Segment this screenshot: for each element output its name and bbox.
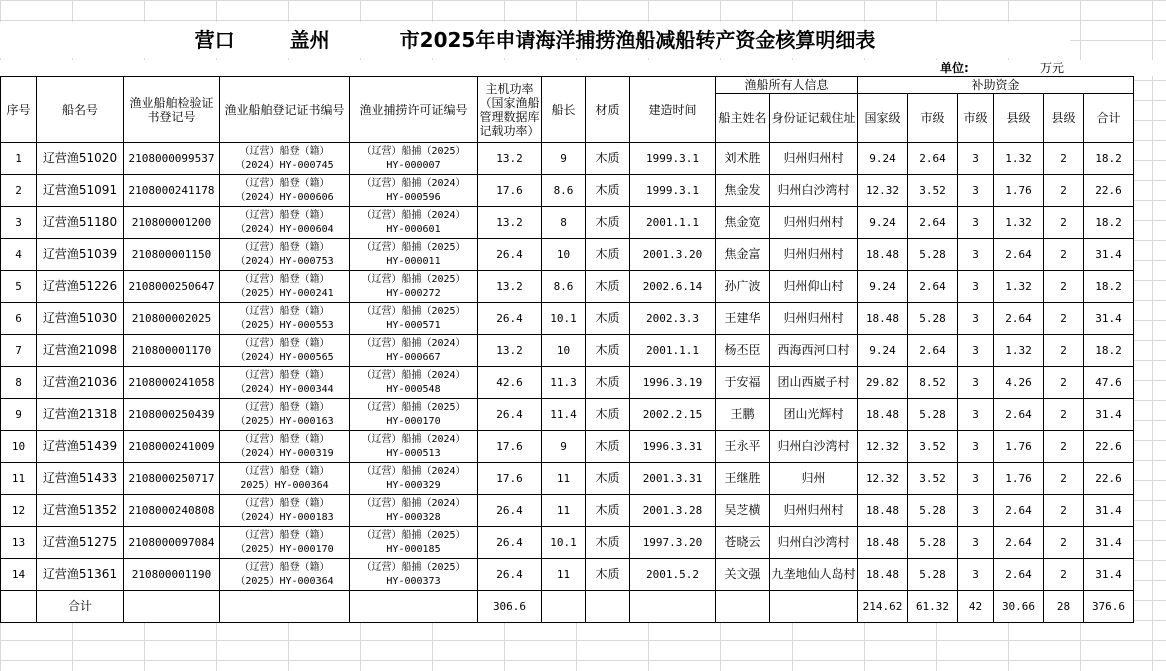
- cell-engine-power: 42.6: [478, 367, 542, 399]
- cell-owner-address: 归州白沙湾村: [770, 431, 858, 463]
- cell-length: 10.1: [542, 527, 586, 559]
- cell-registration-cert: （辽营）船登（籍） （2025）HY-000553: [220, 303, 350, 335]
- cell-national: 18.48: [858, 399, 908, 431]
- cell-material: 木质: [586, 175, 630, 207]
- cell-registration-cert: （辽营）船登（籍） 2025）HY-000364: [220, 463, 350, 495]
- cell-city-1: 8.52: [908, 367, 958, 399]
- cell-build-date: 2002.3.3: [630, 303, 716, 335]
- cell-registration-cert: （辽营）船登（籍） （2024）HY-000344: [220, 367, 350, 399]
- cell-national: 12.32: [858, 431, 908, 463]
- header-length: 船长: [542, 77, 586, 143]
- cell-material: 木质: [586, 271, 630, 303]
- totals-total: 376.6: [1084, 591, 1134, 623]
- totals-national: 214.62: [858, 591, 908, 623]
- cell-owner-address: 归州白沙湾村: [770, 527, 858, 559]
- cell-city-2: 3: [958, 463, 994, 495]
- cell-inspection-no: 2108000250647: [124, 271, 220, 303]
- cell-build-date: 1999.3.1: [630, 143, 716, 175]
- cell-ship-name: 辽营渔21318: [37, 399, 124, 431]
- cell-material: 木质: [586, 303, 630, 335]
- cell-owner-name: 焦金发: [716, 175, 770, 207]
- cell-inspection-no: 210800001170: [124, 335, 220, 367]
- table-row: [1, 143, 1134, 175]
- cell-fishing-permit: （辽营）船捕（2025） HY-000007: [350, 143, 478, 175]
- cell-ship-name: 辽营渔51433: [37, 463, 124, 495]
- header-inspection-no: 渔业船舶检验证书登记号: [124, 77, 220, 143]
- cell-inspection-no: 210800001190: [124, 559, 220, 591]
- cell-total: 18.2: [1084, 335, 1134, 367]
- cell-city-2: 3: [958, 399, 994, 431]
- cell-material: 木质: [586, 495, 630, 527]
- cell-national: 9.24: [858, 335, 908, 367]
- cell-city-1: 2.64: [908, 143, 958, 175]
- cell-build-date: 2002.2.15: [630, 399, 716, 431]
- totals-city-1: 61.32: [908, 591, 958, 623]
- cell-city-2: 3: [958, 367, 994, 399]
- cell-length: 11: [542, 495, 586, 527]
- cell-registration-cert: （辽营）船登（籍） （2024）HY-000745: [220, 143, 350, 175]
- cell-build-date: 2002.6.14: [630, 271, 716, 303]
- cell-ship-name: 辽营渔51352: [37, 495, 124, 527]
- cell-owner-address: 归州仰山村: [770, 271, 858, 303]
- cell-city-2: 3: [958, 559, 994, 591]
- cell-city-2: 3: [958, 271, 994, 303]
- cell-fishing-permit: （辽营）船捕（2024） HY-000667: [350, 335, 478, 367]
- cell-ship-name: 辽营渔51361: [37, 559, 124, 591]
- cell-length: 8.6: [542, 175, 586, 207]
- cell-city-1: 5.28: [908, 527, 958, 559]
- cell-ship-name: 辽营渔51039: [37, 239, 124, 271]
- header-owner-name: 船主姓名: [716, 94, 770, 143]
- cell-county-1: 2.64: [994, 399, 1044, 431]
- header-city-2: 市级: [958, 94, 994, 143]
- cell-county-1: 1.32: [994, 271, 1044, 303]
- cell-city-2: 3: [958, 143, 994, 175]
- cell-material: 木质: [586, 335, 630, 367]
- cell-owner-address: 九垄地仙人岛村: [770, 559, 858, 591]
- cell-length: 11.3: [542, 367, 586, 399]
- cell-total: 22.6: [1084, 463, 1134, 495]
- cell-build-date: 1997.3.20: [630, 527, 716, 559]
- cell-county-2: 2: [1044, 207, 1084, 239]
- totals-county-2: 28: [1044, 591, 1084, 623]
- cell-city-1: 5.28: [908, 399, 958, 431]
- cell-engine-power: 26.4: [478, 239, 542, 271]
- cell-owner-address: 归州白沙湾村: [770, 175, 858, 207]
- cell-county-1: 2.64: [994, 559, 1044, 591]
- cell-county-2: 2: [1044, 143, 1084, 175]
- cell-county-1: 1.76: [994, 175, 1044, 207]
- cell-owner-name: 焦金富: [716, 239, 770, 271]
- table-row: [1, 367, 1134, 399]
- cell-engine-power: 26.4: [478, 399, 542, 431]
- cell-length: 11: [542, 559, 586, 591]
- totals-city-2: 42: [958, 591, 994, 623]
- cell-registration-cert: （辽营）船登（籍） （2024）HY-000183: [220, 495, 350, 527]
- cell-build-date: 2001.3.31: [630, 463, 716, 495]
- cell-owner-name: 关文强: [716, 559, 770, 591]
- cell-inspection-no: 2108000097084: [124, 527, 220, 559]
- cell-county-2: 2: [1044, 431, 1084, 463]
- cell-material: 木质: [586, 399, 630, 431]
- cell-build-date: 1996.3.19: [630, 367, 716, 399]
- header-engine-power: 主机功率（国家渔船管理数据库记载功率）: [478, 77, 542, 143]
- cell-registration-cert: （辽营）船登（籍） （2024）HY-000753: [220, 239, 350, 271]
- cell-county-2: 2: [1044, 399, 1084, 431]
- cell-engine-power: 17.6: [478, 175, 542, 207]
- cell-length: 10: [542, 239, 586, 271]
- header-city-1: 市级: [908, 94, 958, 143]
- cell-seq: 9: [1, 399, 37, 431]
- cell-engine-power: 26.4: [478, 527, 542, 559]
- table-row: [1, 175, 1134, 207]
- cell-owner-address: 团山西崴子村: [770, 367, 858, 399]
- cell-length: 8.6: [542, 271, 586, 303]
- cell-fishing-permit: （辽营）船捕（2025） HY-000170: [350, 399, 478, 431]
- table-row: [1, 239, 1134, 271]
- cell-total: 31.4: [1084, 527, 1134, 559]
- table-row: [1, 271, 1134, 303]
- cell-material: 木质: [586, 431, 630, 463]
- cell-inspection-no: 2108000241178: [124, 175, 220, 207]
- header-subsidy-group: 补助资金: [858, 77, 1134, 94]
- cell-engine-power: 26.4: [478, 559, 542, 591]
- header-county-2: 县级: [1044, 94, 1084, 143]
- cell-length: 10: [542, 335, 586, 367]
- header-owner-address: 身份证记载住址: [770, 94, 858, 143]
- cell-length: 8: [542, 207, 586, 239]
- table-row: [1, 335, 1134, 367]
- cell-city-2: 3: [958, 431, 994, 463]
- cell-fishing-permit: （辽营）船捕（2025） HY-000011: [350, 239, 478, 271]
- cell-inspection-no: 2108000250439: [124, 399, 220, 431]
- cell-build-date: 2001.5.2: [630, 559, 716, 591]
- cell-county-2: 2: [1044, 175, 1084, 207]
- cell-county-1: 2.64: [994, 527, 1044, 559]
- table-row: [1, 207, 1134, 239]
- cell-engine-power: 26.4: [478, 303, 542, 335]
- cell-county-1: 1.32: [994, 143, 1044, 175]
- cell-fishing-permit: （辽营）船捕（2024） HY-000548: [350, 367, 478, 399]
- cell-material: 木质: [586, 559, 630, 591]
- cell-county-1: 2.64: [994, 495, 1044, 527]
- cell-build-date: 2001.3.20: [630, 239, 716, 271]
- cell-registration-cert: （辽营）船登（籍） （2025）HY-000163: [220, 399, 350, 431]
- cell-county-1: 4.26: [994, 367, 1044, 399]
- cell-national: 18.48: [858, 559, 908, 591]
- cell-county-2: 2: [1044, 367, 1084, 399]
- header-seq: 序号: [1, 77, 37, 143]
- table-row: [1, 559, 1134, 591]
- cell-fishing-permit: （辽营）船捕（2024） HY-000513: [350, 431, 478, 463]
- cell-seq: 7: [1, 335, 37, 367]
- cell-county-2: 2: [1044, 335, 1084, 367]
- cell-national: 18.48: [858, 239, 908, 271]
- cell-engine-power: 13.2: [478, 207, 542, 239]
- cell-county-1: 2.64: [994, 239, 1044, 271]
- cell-length: 10.1: [542, 303, 586, 335]
- header-owner-group: 渔船所有人信息: [716, 77, 858, 94]
- cell-owner-address: 西海西河口村: [770, 335, 858, 367]
- cell-ship-name: 辽营渔51180: [37, 207, 124, 239]
- cell-registration-cert: （辽营）船登（籍） （2024）HY-000565: [220, 335, 350, 367]
- cell-owner-address: 归州归州村: [770, 207, 858, 239]
- cell-seq: 6: [1, 303, 37, 335]
- cell-national: 18.48: [858, 303, 908, 335]
- cell-seq: 4: [1, 239, 37, 271]
- cell-total: 18.2: [1084, 207, 1134, 239]
- cell-county-2: 2: [1044, 559, 1084, 591]
- cell-material: 木质: [586, 207, 630, 239]
- cell-inspection-no: 2108000241058: [124, 367, 220, 399]
- cell-total: 47.6: [1084, 367, 1134, 399]
- cell-engine-power: 26.4: [478, 495, 542, 527]
- cell-registration-cert: （辽营）船登（籍） （2024）HY-000319: [220, 431, 350, 463]
- cell-build-date: 2001.1.1: [630, 207, 716, 239]
- cell-owner-address: 团山光辉村: [770, 399, 858, 431]
- cell-county-1: 1.76: [994, 463, 1044, 495]
- cell-city-1: 2.64: [908, 335, 958, 367]
- cell-owner-address: 归州: [770, 463, 858, 495]
- totals-row: [1, 591, 1134, 623]
- cell-registration-cert: （辽营）船登（籍） （2024）HY-000606: [220, 175, 350, 207]
- table-row: [1, 431, 1134, 463]
- cell-national: 18.48: [858, 495, 908, 527]
- cell-inspection-no: 210800002025: [124, 303, 220, 335]
- totals-power: 306.6: [478, 591, 542, 623]
- cell-county-2: 2: [1044, 495, 1084, 527]
- cell-national: 9.24: [858, 143, 908, 175]
- cell-city-1: 3.52: [908, 431, 958, 463]
- cell-owner-name: 焦金宽: [716, 207, 770, 239]
- header-national: 国家级: [858, 94, 908, 143]
- cell-national: 12.32: [858, 463, 908, 495]
- title-city-blank: [235, 22, 400, 58]
- cell-fishing-permit: （辽营）船捕（2025） HY-000373: [350, 559, 478, 591]
- cell-total: 18.2: [1084, 143, 1134, 175]
- cell-city-1: 3.52: [908, 463, 958, 495]
- cell-city-1: 5.28: [908, 495, 958, 527]
- cell-owner-name: 于安福: [716, 367, 770, 399]
- cell-engine-power: 13.2: [478, 335, 542, 367]
- cell-engine-power: 13.2: [478, 143, 542, 175]
- cell-material: 木质: [586, 143, 630, 175]
- cell-inspection-no: 2108000240808: [124, 495, 220, 527]
- table-row: [1, 303, 1134, 335]
- cell-city-1: 5.28: [908, 303, 958, 335]
- cell-material: 木质: [586, 463, 630, 495]
- cell-engine-power: 17.6: [478, 431, 542, 463]
- cell-county-2: 2: [1044, 271, 1084, 303]
- totals-county-1: 30.66: [994, 591, 1044, 623]
- header-build-date: 建造时间: [630, 77, 716, 143]
- cell-length: 11: [542, 463, 586, 495]
- cell-length: 11.4: [542, 399, 586, 431]
- cell-city-2: 3: [958, 207, 994, 239]
- title-prefix: 营口: [194, 28, 235, 52]
- cell-total: 22.6: [1084, 431, 1134, 463]
- cell-inspection-no: 2108000099537: [124, 143, 220, 175]
- cell-owner-address: 归州归州村: [770, 303, 858, 335]
- cell-ship-name: 辽营渔21036: [37, 367, 124, 399]
- cell-ship-name: 辽营渔51091: [37, 175, 124, 207]
- cell-county-2: 2: [1044, 239, 1084, 271]
- cell-city-2: 3: [958, 335, 994, 367]
- title-city: 盖州: [289, 28, 330, 52]
- cell-ship-name: 辽营渔51030: [37, 303, 124, 335]
- cell-build-date: 1999.3.1: [630, 175, 716, 207]
- cell-fishing-permit: （辽营）船捕（2025） HY-000185: [350, 527, 478, 559]
- cell-seq: 11: [1, 463, 37, 495]
- cell-seq: 12: [1, 495, 37, 527]
- cell-registration-cert: （辽营）船登（籍） （2025）HY-000364: [220, 559, 350, 591]
- cell-national: 29.82: [858, 367, 908, 399]
- cell-inspection-no: 2108000241009: [124, 431, 220, 463]
- cell-total: 31.4: [1084, 399, 1134, 431]
- cell-city-2: 3: [958, 495, 994, 527]
- cell-total: 31.4: [1084, 303, 1134, 335]
- cell-registration-cert: （辽营）船登（籍） （2024）HY-000604: [220, 207, 350, 239]
- cell-county-2: 2: [1044, 303, 1084, 335]
- cell-fishing-permit: （辽营）船捕（2024） HY-000328: [350, 495, 478, 527]
- cell-build-date: 2001.1.1: [630, 335, 716, 367]
- cell-city-1: 3.52: [908, 175, 958, 207]
- cell-ship-name: 辽营渔51275: [37, 527, 124, 559]
- cell-national: 9.24: [858, 271, 908, 303]
- cell-fishing-permit: （辽营）船捕（2025） HY-000571: [350, 303, 478, 335]
- cell-seq: 1: [1, 143, 37, 175]
- cell-county-1: 1.76: [994, 431, 1044, 463]
- cell-owner-name: 刘术胜: [716, 143, 770, 175]
- cell-county-2: 2: [1044, 463, 1084, 495]
- cell-seq: 8: [1, 367, 37, 399]
- header-material: 材质: [586, 77, 630, 143]
- cell-inspection-no: 2108000250717: [124, 463, 220, 495]
- unit-label: 单位:: [940, 61, 969, 75]
- cell-total: 31.4: [1084, 239, 1134, 271]
- cell-city-2: 3: [958, 175, 994, 207]
- cell-county-2: 2: [1044, 527, 1084, 559]
- cell-fishing-permit: （辽营）船捕（2025） HY-000272: [350, 271, 478, 303]
- cell-owner-name: 王建华: [716, 303, 770, 335]
- header-ship-name: 船名号: [37, 77, 124, 143]
- cell-owner-name: 吴芝横: [716, 495, 770, 527]
- cell-engine-power: 17.6: [478, 463, 542, 495]
- cell-owner-name: 王鹏: [716, 399, 770, 431]
- cell-owner-name: 王永平: [716, 431, 770, 463]
- cell-city-1: 5.28: [908, 559, 958, 591]
- cell-total: 31.4: [1084, 559, 1134, 591]
- cell-total: 22.6: [1084, 175, 1134, 207]
- cell-owner-name: 孙广波: [716, 271, 770, 303]
- subsidy-table: [0, 76, 1134, 623]
- cell-owner-name: 苍晓云: [716, 527, 770, 559]
- table-row: [1, 463, 1134, 495]
- cell-national: 9.24: [858, 207, 908, 239]
- cell-owner-name: 王继胜: [716, 463, 770, 495]
- totals-label: 合计: [37, 591, 124, 623]
- cell-length: 9: [542, 431, 586, 463]
- cell-seq: 13: [1, 527, 37, 559]
- cell-ship-name: 辽营渔21098: [37, 335, 124, 367]
- cell-owner-address: 归州归州村: [770, 239, 858, 271]
- cell-seq: 3: [1, 207, 37, 239]
- cell-build-date: 2001.3.28: [630, 495, 716, 527]
- header-registration-cert: 渔业船舶登记证书编号: [220, 77, 350, 143]
- table-row: [1, 399, 1134, 431]
- cell-length: 9: [542, 143, 586, 175]
- cell-total: 18.2: [1084, 271, 1134, 303]
- cell-fishing-permit: （辽营）船捕（2024） HY-000601: [350, 207, 478, 239]
- cell-city-1: 2.64: [908, 271, 958, 303]
- cell-ship-name: 辽营渔51226: [37, 271, 124, 303]
- cell-fishing-permit: （辽营）船捕（2024） HY-000329: [350, 463, 478, 495]
- page-title: [0, 22, 1070, 58]
- cell-owner-name: 杨丕臣: [716, 335, 770, 367]
- cell-material: 木质: [586, 527, 630, 559]
- cell-ship-name: 辽营渔51020: [37, 143, 124, 175]
- table-row: [1, 495, 1134, 527]
- cell-fishing-permit: （辽营）船捕（2024） HY-000596: [350, 175, 478, 207]
- cell-owner-address: 归州归州村: [770, 495, 858, 527]
- cell-registration-cert: （辽营）船登（籍） （2025）HY-000170: [220, 527, 350, 559]
- cell-national: 18.48: [858, 527, 908, 559]
- table-row: [1, 527, 1134, 559]
- cell-city-2: 3: [958, 527, 994, 559]
- cell-material: 木质: [586, 239, 630, 271]
- cell-seq: 10: [1, 431, 37, 463]
- cell-total: 31.4: [1084, 495, 1134, 527]
- cell-owner-address: 归州归州村: [770, 143, 858, 175]
- cell-seq: 2: [1, 175, 37, 207]
- cell-material: 木质: [586, 367, 630, 399]
- cell-inspection-no: 210800001150: [124, 239, 220, 271]
- cell-build-date: 1996.3.31: [630, 431, 716, 463]
- cell-county-1: 2.64: [994, 303, 1044, 335]
- header-fishing-permit: 渔业捕捞许可证编号: [350, 77, 478, 143]
- unit-value: 万元: [1040, 61, 1065, 75]
- header-total: 合计: [1084, 94, 1134, 143]
- cell-city-2: 3: [958, 239, 994, 271]
- cell-city-2: 3: [958, 303, 994, 335]
- cell-engine-power: 13.2: [478, 271, 542, 303]
- cell-ship-name: 辽营渔51439: [37, 431, 124, 463]
- header-county-1: 县级: [994, 94, 1044, 143]
- title-suffix: 市2025年申请海洋捕捞渔船减船转产资金核算明细表: [399, 28, 876, 52]
- unit-bar: [0, 60, 1166, 76]
- cell-seq: 14: [1, 559, 37, 591]
- cell-seq: 5: [1, 271, 37, 303]
- cell-registration-cert: （辽营）船登（籍） （2025）HY-000241: [220, 271, 350, 303]
- cell-county-1: 1.32: [994, 207, 1044, 239]
- cell-county-1: 1.32: [994, 335, 1044, 367]
- cell-national: 12.32: [858, 175, 908, 207]
- cell-city-1: 5.28: [908, 239, 958, 271]
- cell-city-1: 2.64: [908, 207, 958, 239]
- cell-inspection-no: 210800001200: [124, 207, 220, 239]
